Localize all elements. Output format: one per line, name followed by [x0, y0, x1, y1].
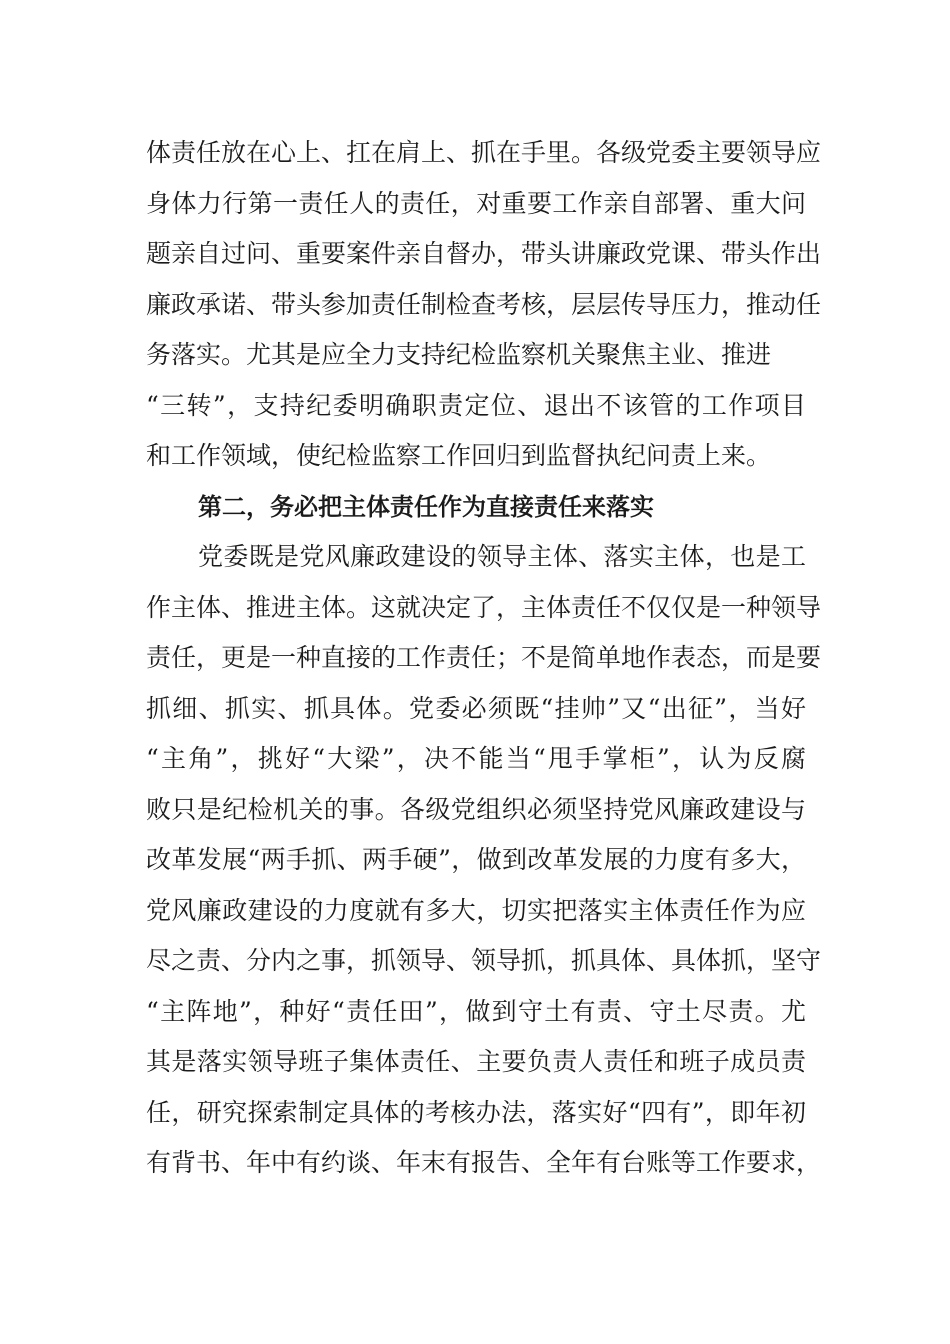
text-line: 任，研究探索制定具体的考核办法，落实好“四有”，即年初 — [146, 1097, 806, 1127]
text-line: 尽之责、分内之事，抓领导、领导抓，抓具体、具体抓，坚守 — [146, 946, 822, 975]
text-line: 党委既是党风廉政建设的领导主体、落实主体，也是工 — [198, 542, 806, 571]
text-line: 败只是纪检机关的事。各级党组织必须坚持党风廉政建设与 — [146, 794, 806, 824]
text-line: 身体力行第一责任人的责任，对重要工作亲自部署、重大问 — [146, 188, 806, 218]
paragraph-1 — [146, 128, 822, 482]
text-line: 有背书、年中有约谈、年末有报告、全年有台账等工作要求， — [146, 1148, 822, 1177]
text-line: 抓细、抓实、抓具体。党委必须既“挂帅”又“出征”，当好 — [146, 693, 806, 723]
text-line: 体责任放在心上、扛在肩上、抓在手里。各级党委主要领导应 — [146, 138, 822, 167]
paragraph-2 — [146, 532, 822, 1189]
text-line: 作主体、推进主体。这就决定了，主体责任不仅仅是一种领导 — [146, 592, 822, 622]
text-line: 改革发展“两手抓、两手硬”，做到改革发展的力度有多大， — [146, 845, 806, 874]
text-line: 责任，更是一种直接的工作责任；不是简单地作表态，而是要 — [146, 643, 822, 672]
text-line: “主角”，挑好“大梁”，决不能当“甩手掌柜”，认为反腐 — [146, 744, 806, 773]
text-line: “三转”，支持纪委明确职责定位、退出不该管的工作项目 — [146, 390, 806, 420]
document-page — [146, 128, 822, 1189]
text-line: 其是落实领导班子集体责任、主要负责人责任和班子成员责 — [146, 1047, 806, 1076]
text-line: 党风廉政建设的力度就有多大，切实把落实主体责任作为应 — [146, 895, 806, 925]
text-line: 廉政承诺、带头参加责任制检查考核，层层传导压力，推动任 — [146, 289, 822, 319]
section-heading: 第二，务必把主体责任作为直接责任来落实 — [198, 492, 654, 521]
text-line: 题亲自过问、重要案件亲自督办，带头讲廉政党课、带头作出 — [146, 239, 822, 268]
text-line: “主阵地”，种好“责任田”，做到守土有责、守土尽责。尤 — [146, 996, 806, 1026]
text-line: 务落实。尤其是应全力支持纪检监察机关聚焦主业、推进 — [146, 340, 772, 369]
text-line: 和工作领域，使纪检监察工作回归到监督执纪问责上来。 — [146, 441, 772, 470]
